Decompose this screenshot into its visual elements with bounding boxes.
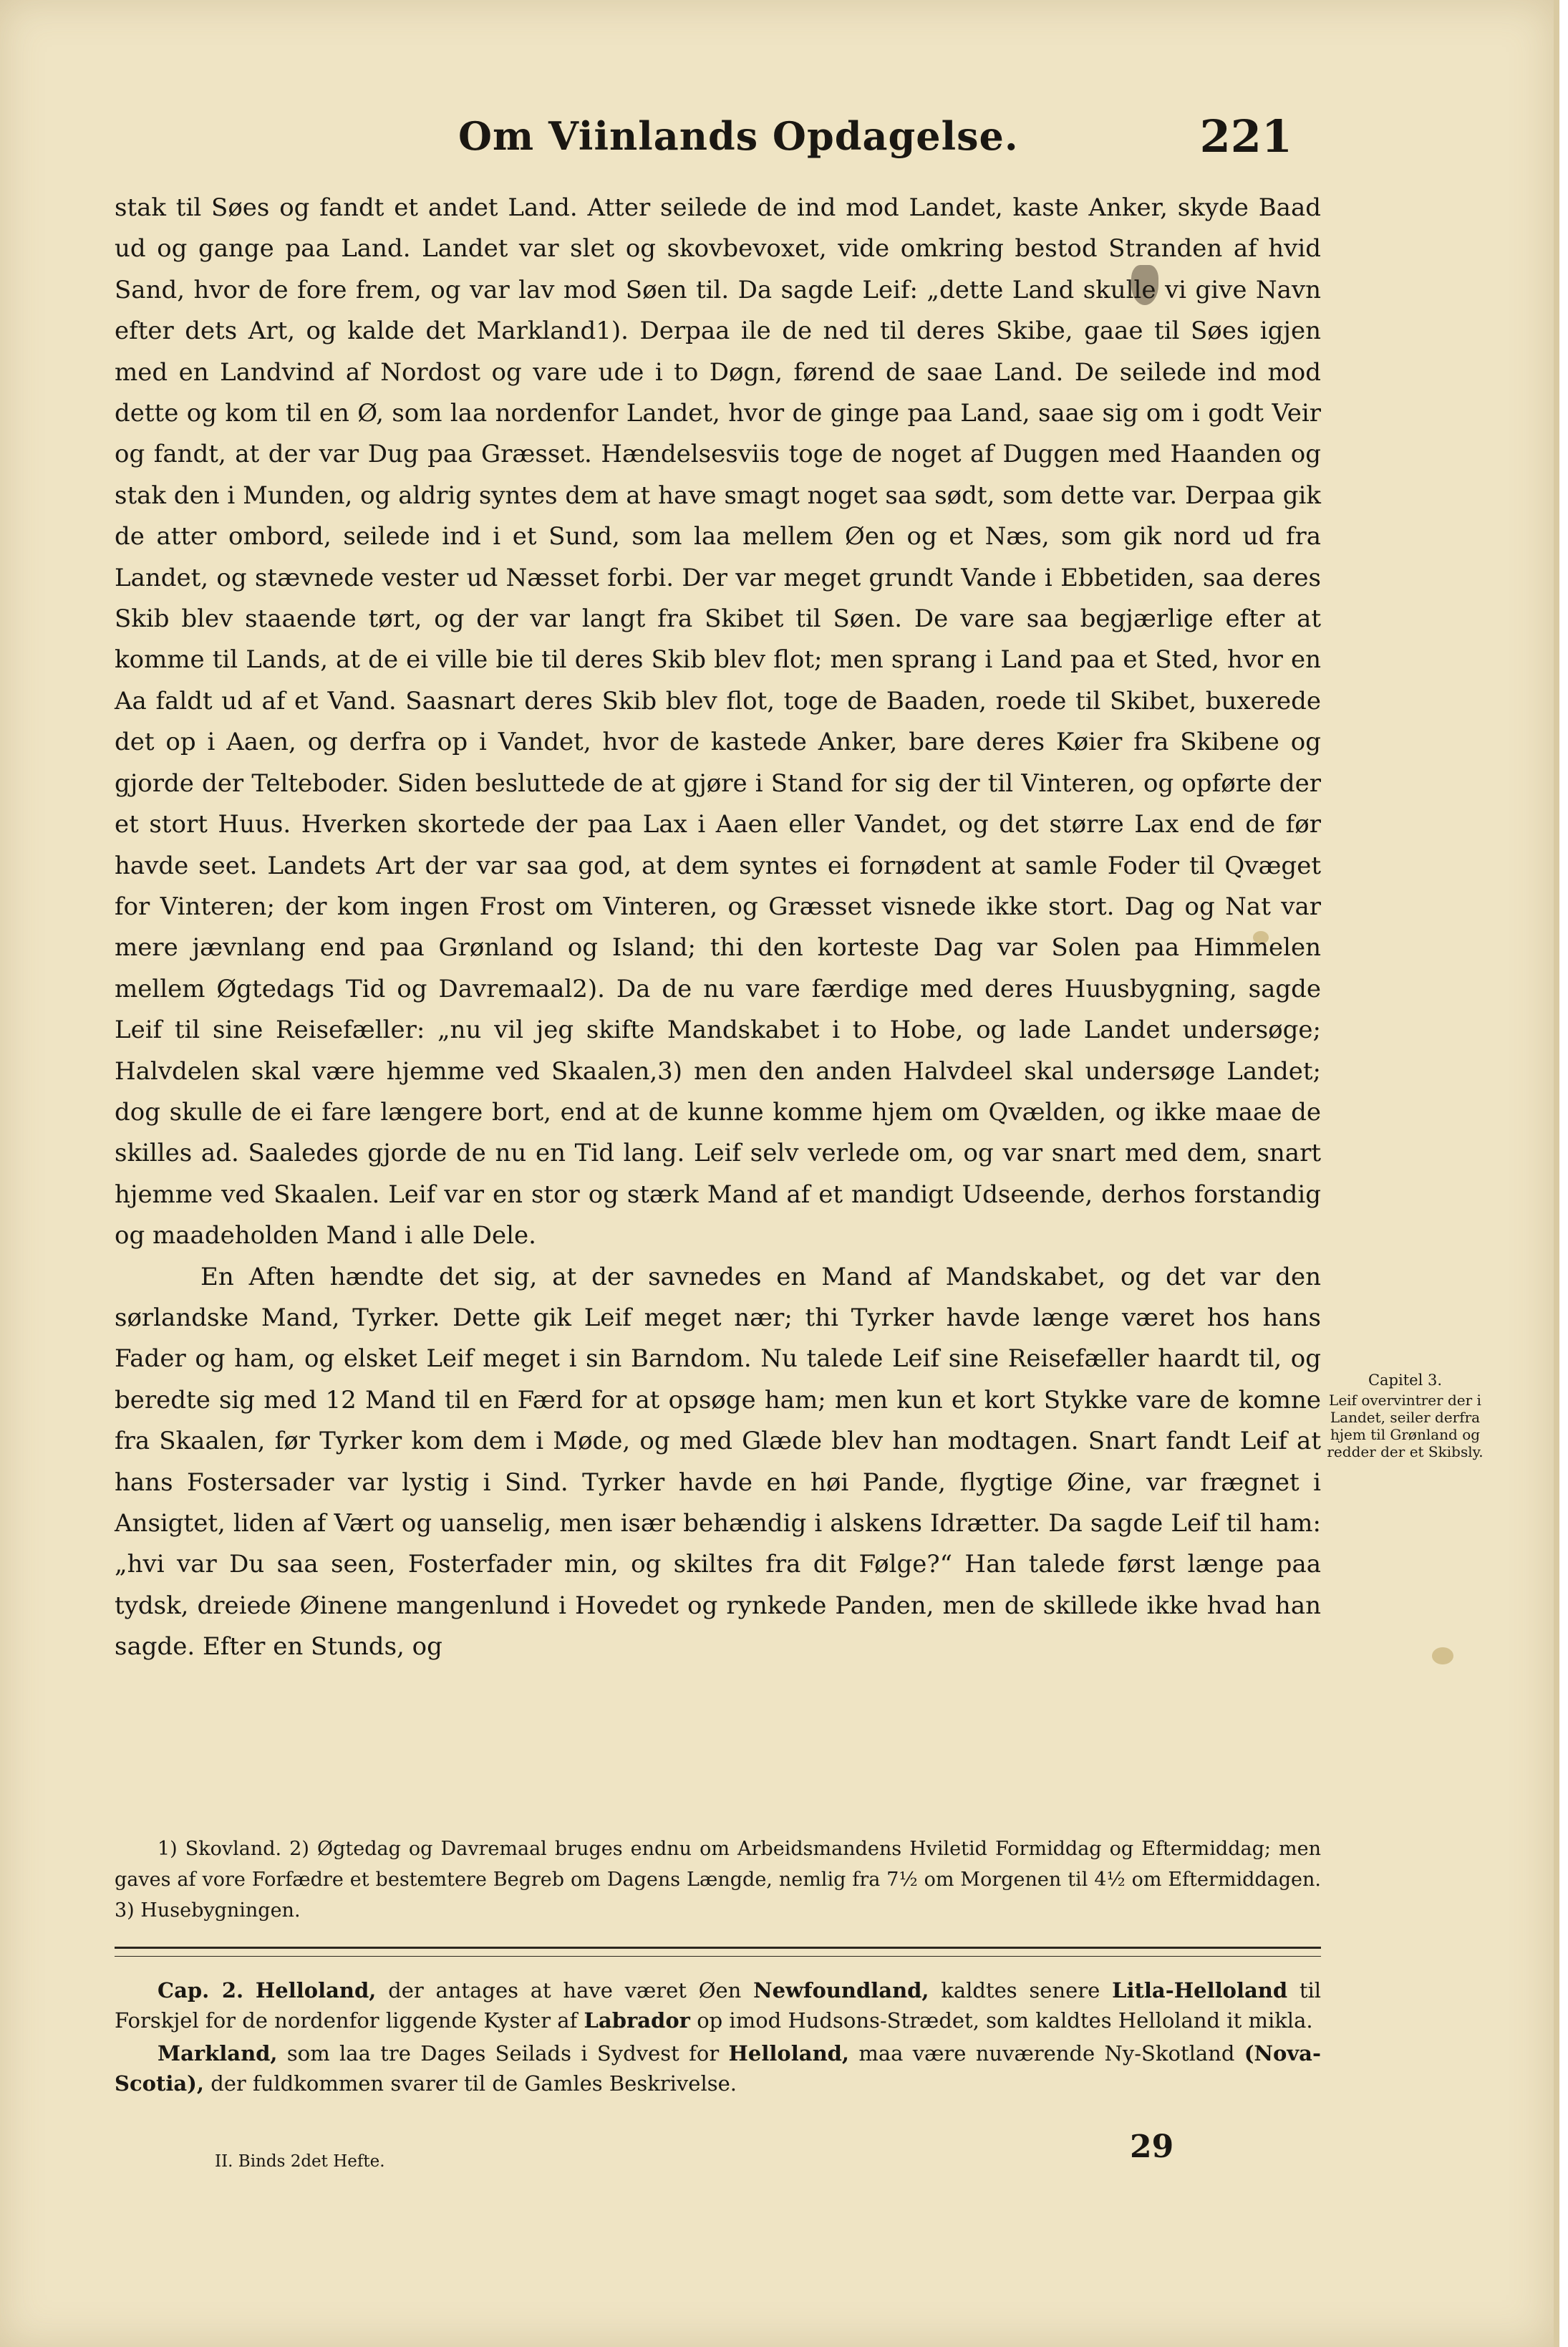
paper-stain: [1432, 1647, 1453, 1664]
note-place-labrador: Labrador: [584, 2008, 690, 2033]
note-text: der fuldkommen svarer til de Gamles Beskrivelse.: [210, 2071, 737, 2096]
note-text: til Forskjel for de nordenfor liggende Kyster af: [115, 1978, 1322, 2033]
sheet-number: 29: [1130, 2129, 1174, 2165]
footnote-text: 1) Skovland. 2) Øgtedag og Davremaal bruges endnu om Arbeidsmandens Hviletid Formiddag og Eftermiddag; men gaves af vore Forfædre et bestemtere Begreb om Dagens Længde, nemlig fra 7½ om Morgenen til 4½ om Eftermiddagen. 3) Husebygningen.: [115, 1838, 1321, 1922]
note-place-newfoundland: Newfoundland,: [753, 1978, 929, 2003]
note-text: maa være nuværende Ny-Skotland: [858, 2041, 1235, 2066]
note-text: som laa tre Dages Seilads i Sydvest for: [286, 2041, 720, 2066]
margin-note-chapter: Capitel 3.: [1368, 1372, 1443, 1389]
note-text: der antages at have været Øen: [388, 1978, 742, 2003]
note-text: op imod Hudsons-Strædet, som kaldtes Helloland it mikla.: [697, 2008, 1313, 2033]
note-markland: [115, 2038, 1321, 2098]
signature-mark: II. Binds 2det Hefte.: [215, 2152, 385, 2171]
double-rule-divider: [115, 1947, 1321, 1957]
running-title: Om Viinlands Opdagelse.: [458, 113, 1019, 159]
note-term-litla-helloland: Litla-Helloland: [1112, 1978, 1288, 2003]
margin-note-text: Leif overvintrer der i Landet, seiler derfra hjem til Grønland og redder der et Skibsly.: [1327, 1392, 1484, 1460]
note-chapter-ref: Cap. 2.: [158, 1978, 244, 2003]
note-term-helloland: Helloland,: [255, 1978, 377, 2003]
note-term-markland: Markland,: [158, 2041, 278, 2066]
paragraph-1: stak til Søes og fandt et andet Land. Atter seilede de ind mod Landet, kaste Anker, skyde Baad ud og gange paa Land. Landet var slet og skovbevoxet, vide omkring bestod Stranden af hvid Sand, hvor de fore frem, og var lav mod Søen til. Da sagde Leif: „dette Land skulle vi give Navn efter dets Art, og kalde det Markland1). Derpaa ile de ned til deres Skibe, gaae til Søes igjen med en Landvind af Nordost og vare ude i to Døgn, førend de saae Land. De seilede ind mod dette og kom til en Ø, som laa nordenfor Landet, hvor de ginge paa Land, saae sig om i godt Veir og fandt, at der var Dug paa Græsset. Hændelsesviis toge de noget af Duggen med Haanden og stak den i Munden, og aldrig syntes dem at have smagt noget saa sødt, som dette var. Derpaa gik de atter ombord, seilede ind i et Sund, som laa mellem Øen og et Næs, som gik nord ud fra Landet, og stævnede vester ud Næsset forbi. Der var meget grundt Vande i Ebbetiden, saa deres Skib blev staaende tørt, og der var langt fra Skibet til Søen. De vare saa begjærlige efter at komme til Lands, at de ei ville bie til deres Skib blev flot; men sprang i Land paa et Sted, hvor en Aa faldt ud af et Vand. Saasnart deres Skib blev flot, toge de Baaden, roede til Skibet, buxerede det op i Aaen, og derfra op i Vandet, hvor de kastede Anker, bare deres Køier fra Skibene og gjorde der Telteboder. Siden besluttede de at gjøre i Stand for sig der til Vinteren, og opførte der et stort Huus. Hverken skortede der paa Lax i Aaen eller Vandet, og det større Lax end de før havde seet. Landets Art der var saa god, at dem syntes ei fornødent at samle Foder til Qvæget for Vinteren; der kom ingen Frost om Vinteren, og Græsset visnede ikke stort. Dag og Nat var mere jævnlang end paa Grønland og Island; thi den korteste Dag var Solen paa Himmelen mellem Øgtedags Tid og Davremaal2). Da de nu vare færdige med deres Huusbygning, sagde Leif til sine Reisefæller: „nu vil jeg skifte Mandskabet i to Hobe, og lade Landet undersøge; Halvdelen skal være hjemme ved Skaalen,3) men den anden Halvdeel skal undersøge Landet; dog skulle de ei fare længere bort, end at de kunne komme hjem om Qvælden, og ikke maae de skilles ad. Saaledes gjorde de nu en Tid lang. Leif selv verlede om, og var snart med dem, snart hjemme ved Skaalen. Leif var en stor og stærk Mand af et mandigt Udseende, derhos forstandig og maadeholden Mand i alle Dele.: [115, 193, 1321, 1250]
editor-notes: [115, 1975, 1321, 2101]
note-place-helloland: Helloland,: [728, 2041, 850, 2066]
note-helloland: [115, 1975, 1321, 2035]
page-header: [0, 110, 1554, 170]
note-text: kaldtes senere: [941, 1978, 1100, 2003]
footnotes: [115, 1833, 1321, 1926]
note-place-nova-scotia: (Nova-Scotia),: [115, 2041, 1321, 2096]
paragraph-2: En Aften hændte det sig, at der savnedes en Mand af Mandskabet, og det var den sørlandske Mand, Tyrker. Dette gik Leif meget nær; thi Tyrker havde længe været hos hans Fader og ham, og elsket Leif meget i sin Barndom. Nu talede Leif sine Reisefæller haardt til, og beredte sig med 12 Mand til en Færd for at opsøge ham; men kun et kort Stykke vare de komne fra Skaalen, før Tyrker kom dem i Møde, og med Glæde blev han modtagen. Snart fandt Leif at hans Fostersader var lystig i Sind. Tyrker havde en høi Pande, flygtige Øine, var frægnet i Ansigtet, liden af Vært og uanselig, men især behændig i alskens Idrætter. Da sagde Leif til ham: „hvi var Du saa seen, Fosterfader min, og skiltes fra dit Følge?“ Han talede først længe paa tydsk, dreiede Øinene mangenlund i Hovedet og rynkede Panden, men de skillede ikke hvad han sagde. Efter en Stunds, og: [115, 1262, 1321, 1662]
margin-note: [1325, 1372, 1486, 1460]
page-number: 221: [1199, 110, 1292, 163]
main-text: [115, 188, 1321, 1668]
